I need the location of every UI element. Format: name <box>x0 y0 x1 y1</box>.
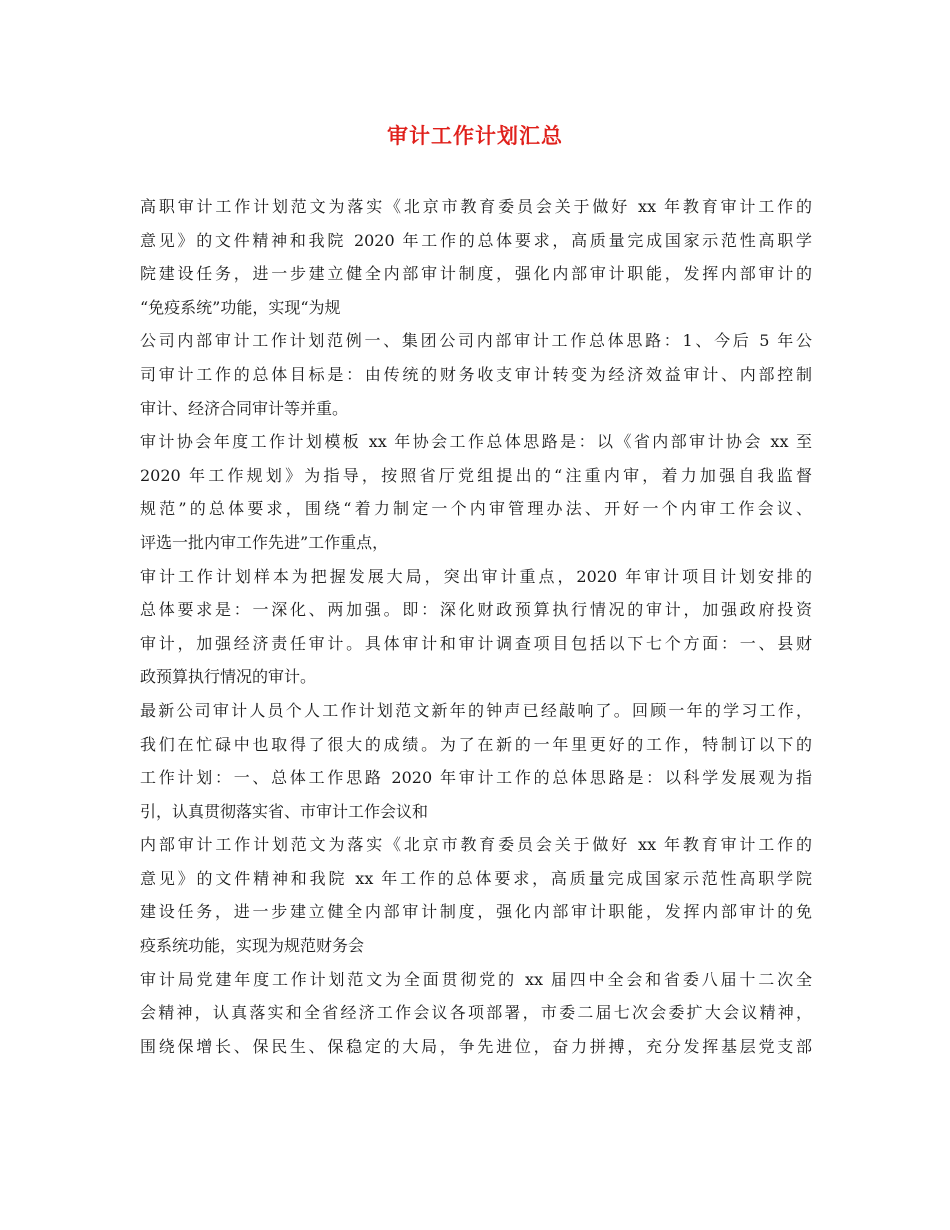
paragraph-line: 审计、经济合同审计等并重。 <box>140 398 349 418</box>
paragraph-line: 意见》的文件精神和我院 2020 年工作的总体要求，高质量完成国家示范性高职学 <box>140 230 812 250</box>
paragraph-line: 会精神，认真落实和全省经济工作会议各项部署，市委二届七次会委扩大会议精神， <box>140 1003 812 1023</box>
paragraph-line: 2020 年工作规划》为指导，按照省厅党组提出的“注重内审，着力加强自我监督 <box>140 465 812 485</box>
paragraph-line: 院建设任务，进一步建立健全内部审计制度，强化内部审计职能，发挥内部审计的 <box>140 264 812 284</box>
paragraph-line: 评选一批内审工作先进”工作重点， <box>140 532 389 552</box>
paragraph-line: 审计工作计划样本为把握发展大局，突出审计重点，2020 年审计项目计划安排的 <box>140 566 812 586</box>
paragraph-line: 内部审计工作计划范文为落实《北京市教育委员会关于做好 xx 年教育审计工作的 <box>140 835 812 855</box>
paragraph-line: 我们在忙碌中也取得了很大的成绩。为了在新的一年里更好的工作，特制订以下的 <box>140 734 812 754</box>
paragraph-line: 高职审计工作计划范文为落实《北京市教育委员会关于做好 xx 年教育审计工作的 <box>140 197 812 216</box>
paragraph-line: 审计，加强经济责任审计。具体审计和审计调查项目包括以下七个方面：一、县财 <box>140 633 812 653</box>
page-title: 审计工作计划汇总 <box>387 124 563 148</box>
paragraph-line: 审计局党建年度工作计划范文为全面贯彻党的 xx 届四中全会和省委八届十二次全 <box>140 969 812 989</box>
paragraph-line: 总体要求是：一深化、两加强。即：深化财政预算执行情况的审计，加强政府投资 <box>140 600 812 620</box>
paragraph-line: 引，认真贯彻落实省、市审计工作会议和 <box>140 801 429 821</box>
document-body <box>140 190 812 1063</box>
paragraph-line: “免疫系统”功能，实现“为规 <box>140 297 341 317</box>
paragraph-line: 司审计工作的总体目标是：由传统的财务收支审计转变为经济效益审计、内部控制 <box>140 364 812 384</box>
paragraph-line: 规范”的总体要求，围绕“着力制定一个内审管理办法、开好一个内审工作会议、 <box>140 499 812 519</box>
paragraph-line: 疫系统功能，实现为规范财务会 <box>140 936 365 956</box>
paragraph-line: 公司内部审计工作计划范例一、集团公司内部审计工作总体思路：1、今后 5 年公 <box>140 331 812 351</box>
paragraph-line: 意见》的文件精神和我院 xx 年工作的总体要求，高质量完成国家示范性高职学院 <box>140 868 812 888</box>
paragraph-line: 建设任务，进一步建立健全内部审计制度，强化内部审计职能，发挥内部审计的免 <box>140 902 812 922</box>
paragraph-line: 工作计划：一、总体工作思路 2020 年审计工作的总体思路是：以科学发展观为指 <box>140 768 812 788</box>
paragraph-line: 审计协会年度工作计划模板 xx 年协会工作总体思路是：以《省内部审计协会 xx 至 <box>140 432 812 452</box>
paragraph-line: 围绕保增长、保民生、保稳定的大局，争先进位，奋力拼搏，充分发挥基层党支部 <box>140 1036 812 1056</box>
paragraph-line: 最新公司审计人员个人工作计划范文新年的钟声已经敲响了。回顾一年的学习工作， <box>140 700 812 720</box>
paragraph-line: 政预算执行情况的审计。 <box>140 667 317 687</box>
